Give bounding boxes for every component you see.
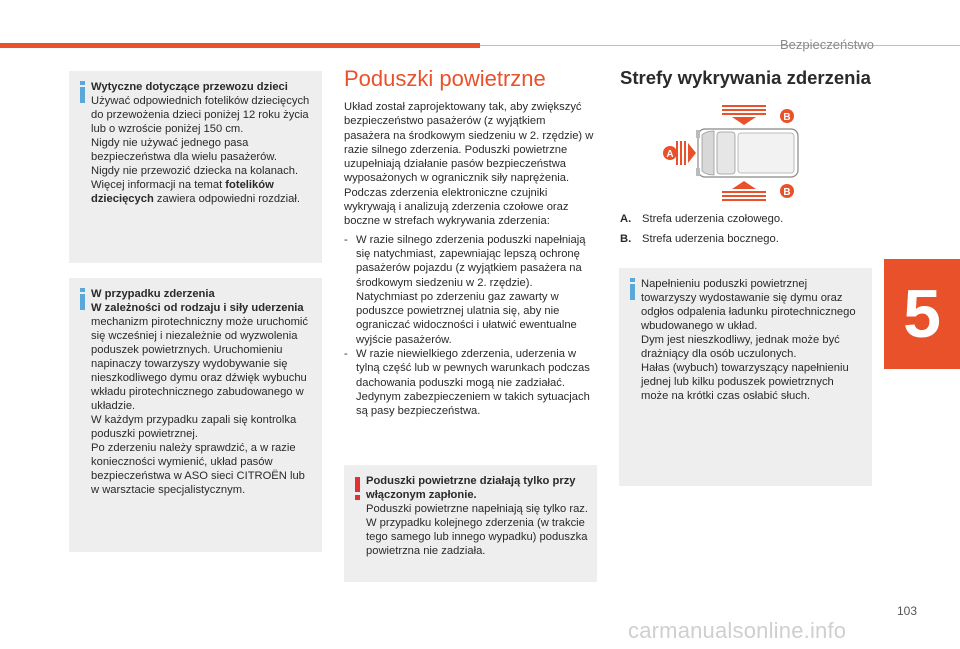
airbags-heading: Poduszki powietrzne	[344, 66, 546, 91]
exclamation-icon	[354, 477, 361, 501]
watermark: carmanualsonline.info	[628, 618, 847, 643]
svg-text:B: B	[783, 187, 791, 198]
side-impact-arrows-top	[722, 105, 766, 125]
info-icon	[79, 81, 86, 103]
label-b-badge-bottom	[780, 184, 794, 198]
box-text: Napełnieniu poduszki powietrznej towarzyszy wydostawanie się dymu oraz odgłos odpalenia ładunku pirotechnicznego wbudowanego w układ. Dym jest nieszkodliwy, jednak może być drażniący dla osób uczulonych. Hałas (wybuch) towarzyszący napełnieniu jednej lub kilku poduszek powietrznych może na krótki czas osłabić słuch.	[641, 278, 856, 402]
paragraph: Podczas zderzenia elektroniczne czujniki wykrywają i analizują zderzenia czołowe oraz boczne w strefach wykrywania zderzenia:	[344, 186, 569, 228]
car-detection-zones-diagram	[662, 103, 802, 203]
header-divider	[480, 45, 960, 46]
label-a-badge	[663, 146, 677, 160]
box-text: Poduszki powietrzne napełniają się tylko raz. W przypadku kolejnego zderzenia (w trakcie tego samego lub innego wypadku) poduszka powietrzna nie zadziała.	[366, 503, 589, 557]
list-item: - W razie niewielkiego zderzenia, uderzenia w tylną część lub w pewnych warunkach podczas dachowania poduszki mogą nie zadziałać. Jedynym zabezpieczeniem w takich sytuacjach są pasy bezpieczeństwa.	[344, 348, 590, 418]
list-item: - W razie silnego zderzenia poduszki napełniają się natychmiast, zapewniając lepszą ochronę pasażerów pojazdu (z wyjątkiem pasażera na środkowym siedzeniu w 2. rzędzie). Natychmiast po zderzeniu gaz zawarty w poduszce powietrznej ulatnia się, aby nie ograniczać widoczności i ułatwić ewentualne wyjście pasażerów.	[344, 233, 586, 346]
detection-zones-heading: Strefy wykrywania zderzenia	[620, 67, 871, 88]
frontal-impact-arrows	[676, 141, 696, 165]
header-accent-bar	[0, 43, 480, 48]
page-number: 103	[897, 604, 918, 618]
van-outline-icon	[696, 129, 798, 177]
svg-text:B: B	[783, 112, 791, 123]
airbag-smoke-info-box	[619, 268, 872, 486]
chapter-tab: 5	[884, 259, 960, 369]
airbag-warning-box	[344, 465, 597, 582]
legend-item-b: B. Strefa uderzenia bocznego.	[620, 233, 779, 245]
airbags-body	[344, 100, 594, 419]
section-title: Bezpieczeństwo	[780, 37, 874, 52]
box-text: W zależności od rodzaju i siły uderzenia mechanizm pirotechniczny może uruchomić się wcześniej i niezależnie od wyzwolenia poduszek powietrznych. Uruchomieniu napinaczy towarzyszy wydobywanie się nieszkodliwego dymu oraz dźwięk wybuchu wkładu pirotechnicznego zabudowanego w układzie. W każdym przypadku zapali się kontrolka poduszki powietrznej. Po zderzeniu należy sprawdzić, a w razie konieczności wymienić, układ pasów bezpieczeństwa w ASO sieci CITROËN lub w warsztacie specjalistycznym.	[91, 302, 308, 496]
info-icon	[79, 288, 86, 310]
box-title: Wytyczne dotyczące przewozu dzieci	[91, 81, 288, 93]
side-impact-arrows-bottom	[722, 181, 766, 201]
box-title: Poduszki powietrzne działają tylko przy włączonym zapłonie.	[366, 475, 576, 501]
info-icon	[629, 278, 636, 300]
box-title: W przypadku zderzenia	[91, 288, 215, 300]
paragraph: Układ został zaprojektowany tak, aby zwiększyć bezpieczeństwo pasażerów (z wyjątkiem pasażera na środkowym siedzeniu w 2. rzędzie) w razie silnego zderzenia. Poduszki powietrzne uzupełniają działanie pasów bezpieczeństwa wyposażonych w ogranicznik siły naprężenia.	[344, 101, 594, 185]
box-text: Używać odpowiednich fotelików dziecięcych do przewożenia dzieci poniżej 12 roku życia lub o wzroście poniżej 150 cm. Nigdy nie używać jednego pasa bezpieczeństwa dla wielu pasażerów. Nigdy nie przewozić dziecka na kolanach. Więcej informacji na temat fotelików dziecięcych zawiera odpowiedni rozdział.	[91, 95, 310, 205]
label-b-badge-top	[780, 109, 794, 123]
collision-info-box	[69, 278, 322, 552]
legend-item-a: A. Strefa uderzenia czołowego.	[620, 213, 784, 225]
child-transport-info-box	[69, 71, 322, 263]
svg-text:A: A	[666, 149, 674, 160]
